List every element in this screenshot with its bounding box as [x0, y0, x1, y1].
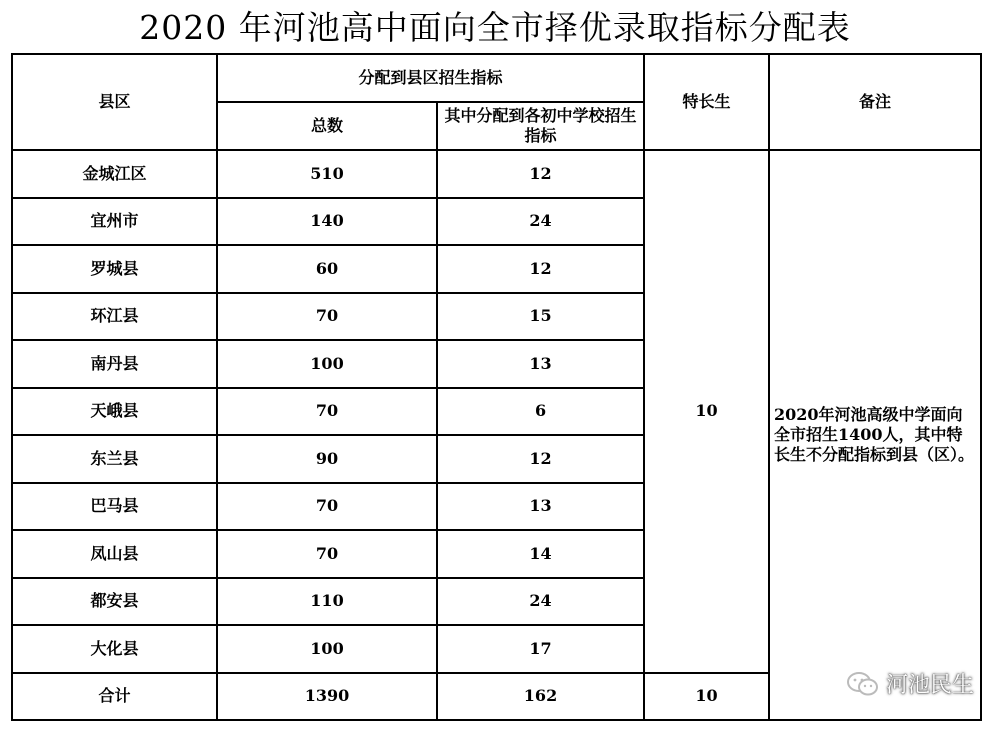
total-cell: 60	[217, 245, 437, 293]
schools-cell: 12	[437, 435, 644, 483]
county-cell: 罗城县	[12, 245, 217, 293]
header-total: 总数	[217, 102, 437, 150]
header-allocation-group: 分配到县区招生指标	[217, 54, 644, 102]
totals-special: 10	[644, 673, 769, 721]
total-cell: 510	[217, 150, 437, 198]
page-title: 2020 年河池高中面向全市择优录取指标分配表	[139, 8, 851, 47]
total-cell: 140	[217, 198, 437, 246]
allocation-table	[11, 53, 982, 721]
total-cell: 70	[217, 388, 437, 436]
table-row	[12, 150, 981, 198]
remarks-cell: 2020年河池高级中学面向全市招生1400人，其中特长生不分配指标到县（区）。	[769, 150, 981, 720]
schools-cell: 6	[437, 388, 644, 436]
header-special-talent: 特长生	[644, 54, 769, 150]
schools-cell: 12	[437, 245, 644, 293]
totals-label: 合计	[12, 673, 217, 721]
schools-cell: 24	[437, 198, 644, 246]
county-cell: 环江县	[12, 293, 217, 341]
totals-total: 1390	[217, 673, 437, 721]
county-cell: 南丹县	[12, 340, 217, 388]
wechat-icon	[846, 670, 880, 698]
county-cell: 宜州市	[12, 198, 217, 246]
watermark	[846, 668, 974, 699]
county-cell: 天峨县	[12, 388, 217, 436]
header-to-middle-schools: 其中分配到各初中学校招生指标	[437, 102, 644, 150]
total-cell: 110	[217, 578, 437, 626]
header-county: 县区	[12, 54, 217, 150]
county-cell: 东兰县	[12, 435, 217, 483]
table-body	[12, 150, 981, 720]
county-cell: 金城江区	[12, 150, 217, 198]
county-cell: 都安县	[12, 578, 217, 626]
schools-cell: 13	[437, 483, 644, 531]
schools-cell: 17	[437, 625, 644, 673]
total-cell: 100	[217, 340, 437, 388]
total-cell: 90	[217, 435, 437, 483]
total-cell: 70	[217, 483, 437, 531]
totals-schools: 162	[437, 673, 644, 721]
schools-cell: 14	[437, 530, 644, 578]
total-cell: 70	[217, 530, 437, 578]
schools-cell: 12	[437, 150, 644, 198]
schools-cell: 13	[437, 340, 644, 388]
schools-cell: 15	[437, 293, 644, 341]
special-talent-cell: 10	[644, 150, 769, 673]
total-cell: 100	[217, 625, 437, 673]
watermark-text: 河池民生	[885, 673, 974, 698]
total-cell: 70	[217, 293, 437, 341]
header-remarks: 备注	[769, 54, 981, 150]
schools-cell: 24	[437, 578, 644, 626]
county-cell: 巴马县	[12, 483, 217, 531]
county-cell: 凤山县	[12, 530, 217, 578]
county-cell: 大化县	[12, 625, 217, 673]
